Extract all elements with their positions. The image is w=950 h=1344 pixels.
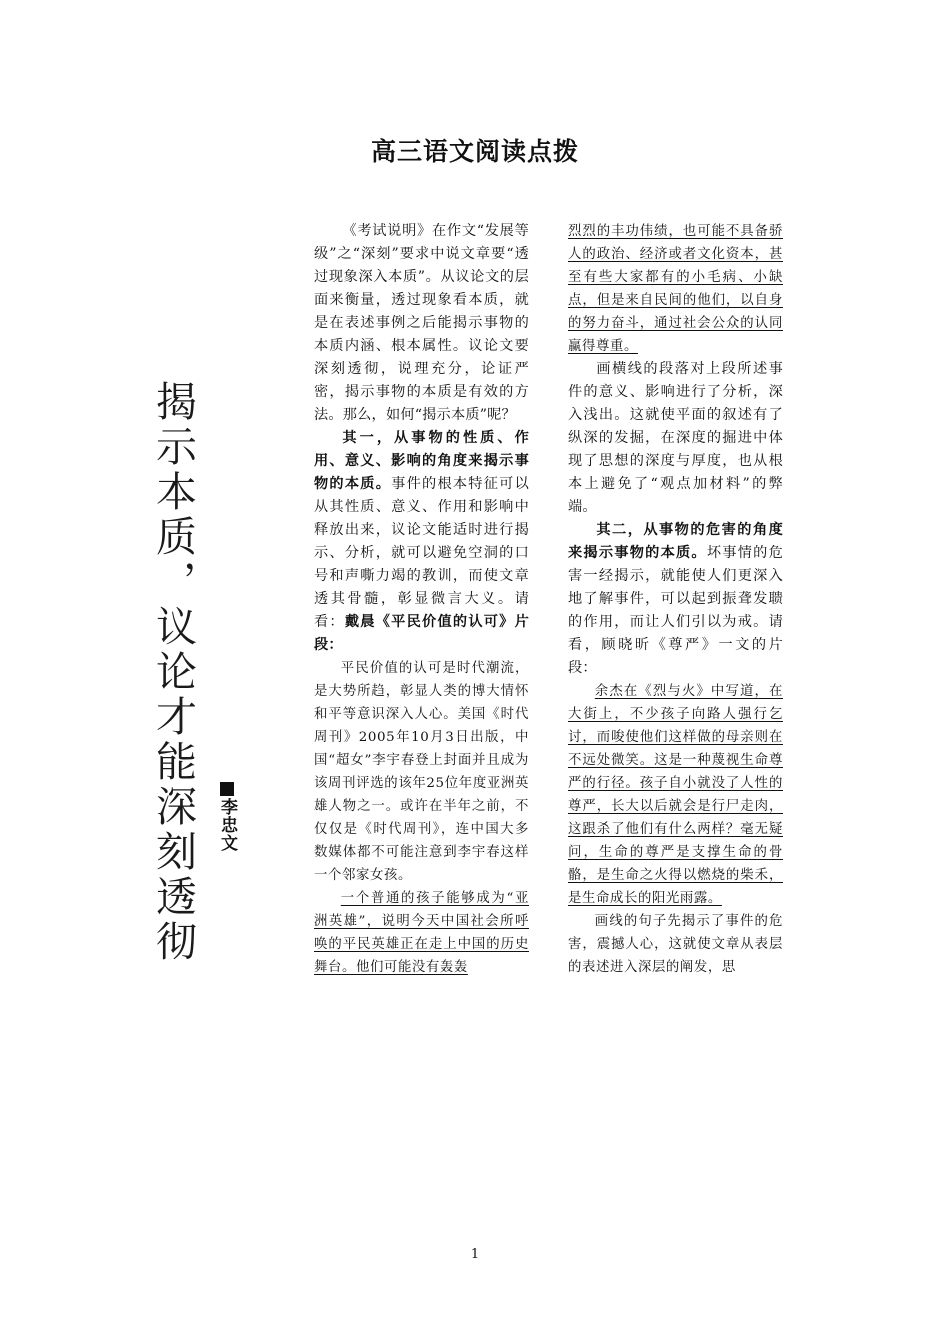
article-title: 揭示本质，议论才能深刻透彻: [149, 380, 197, 965]
page-number: 1: [470, 1247, 480, 1262]
black-square-icon: [220, 782, 234, 796]
article-column-left: [314, 220, 529, 979]
intro-paragraph: 《考试说明》在作文“发展等级”之“深刻”要求中说文章要“透过现象深入本质”。从议论文的层面来衡量，透过现象看本质，就是在表述事例之后能揭示事物的本质内涵、根本属性。议论文要深刻透彻，说理充分，论证严密，揭示事物的本质是有效的方法。那么，如何“揭示本质”呢？: [314, 223, 529, 423]
scanned-article: [118, 220, 786, 980]
point-one-citation: 戴晨《平民价值的认可》片段：: [314, 614, 530, 653]
quote-paragraph: 平民价值的认可是时代潮流，是大势所趋，彰显人类的博大情怀和平等意识深入人心。美国《时代周刊》2005年10月3日出版，中国“超女”李宇春登上封面并且成为该周刊评选的该年25位年度亚洲英雄人物之一。或许在半年之前，不仅仅是《时代周刊》，连中国大多数媒体都不可能注意到李宇春这样一个邻家女孩。: [314, 661, 529, 883]
page-title: 高三语文阅读点拨: [370, 137, 579, 166]
quote-three-underlined-b: 这是一种蔑视生命尊严的行径。孩子自小就没了人性的尊严，长大以后就会是行尸走肉，这跟杀了他们有什么两样？毫无疑问，生命的尊严是支撑生命的骨骼，是生命之火得以燃烧的柴禾，是生命成长的阳光雨露。: [568, 753, 783, 906]
article-column-right: [568, 220, 783, 979]
point-two-paragraph: [568, 519, 783, 680]
quote-three-underlined-a: 余杰在《烈与火》中写道，在大街上，不少孩子向路人强行乞讨，而唆使他们这样做的母亲则在不远处微笑。: [568, 684, 783, 768]
analysis-paragraph-one: 画横线的段落对上段所述事件的意义、影响进行了分析，深入浅出。这就使平面的叙述有了纵深的发掘，在深度的掘进中体现了思想的深度与厚度，也从根本上避免了“观点加材料”的弊端。: [568, 361, 783, 515]
underlined-quote-continuation-text: 烈烈的丰功伟绩，也可能不具备骄人的政治、经济或者文化资本，甚至有些大家都有的小毛病、小缺点，但是来自民间的他们，以自身的努力奋斗，通过社会公众的认同赢得尊重。: [568, 224, 783, 354]
point-one-heading: 其一，从事物的性质、作用、意义、影响的角度来揭示事物的本质。: [314, 430, 529, 492]
point-one-paragraph: [314, 427, 529, 657]
article-author: [216, 782, 240, 852]
underlined-quote-text: 一个普通的孩子能够成为“亚洲英雄”，说明今天中国社会所呼唤的平民英雄正在走上中国的历史舞台。他们可能没有轰轰: [314, 891, 529, 975]
quote-three-paragraph: [568, 680, 783, 910]
underlined-quote-paragraph: [314, 887, 529, 979]
point-two-text: 坏事情的危害一经揭示，就能使人们更深入地了解事件，可以起到振聋发聩的作用，而让人们引以为戒。请看，顾晓昕《尊严》一文的片段：: [568, 545, 783, 676]
point-one-text: 事件的根本特征可以从其性质、意义、作用和影响中释放出来，议论文能适时进行揭示、分析，就可以避免空洞的口号和声嘶力竭的教训，而使文章透其骨髓，彰显微言大义。请看：: [314, 476, 529, 630]
underlined-quote-continuation: [568, 220, 783, 358]
analysis-paragraph-two: 画线的句子先揭示了事件的危害，震撼人心，这就使文章从表层的表述进入深层的阐发，思: [568, 914, 783, 975]
point-two-heading: 其二，从事物的危害的角度来揭示事物的本质。: [568, 522, 783, 561]
author-name: 李忠文: [217, 798, 237, 852]
